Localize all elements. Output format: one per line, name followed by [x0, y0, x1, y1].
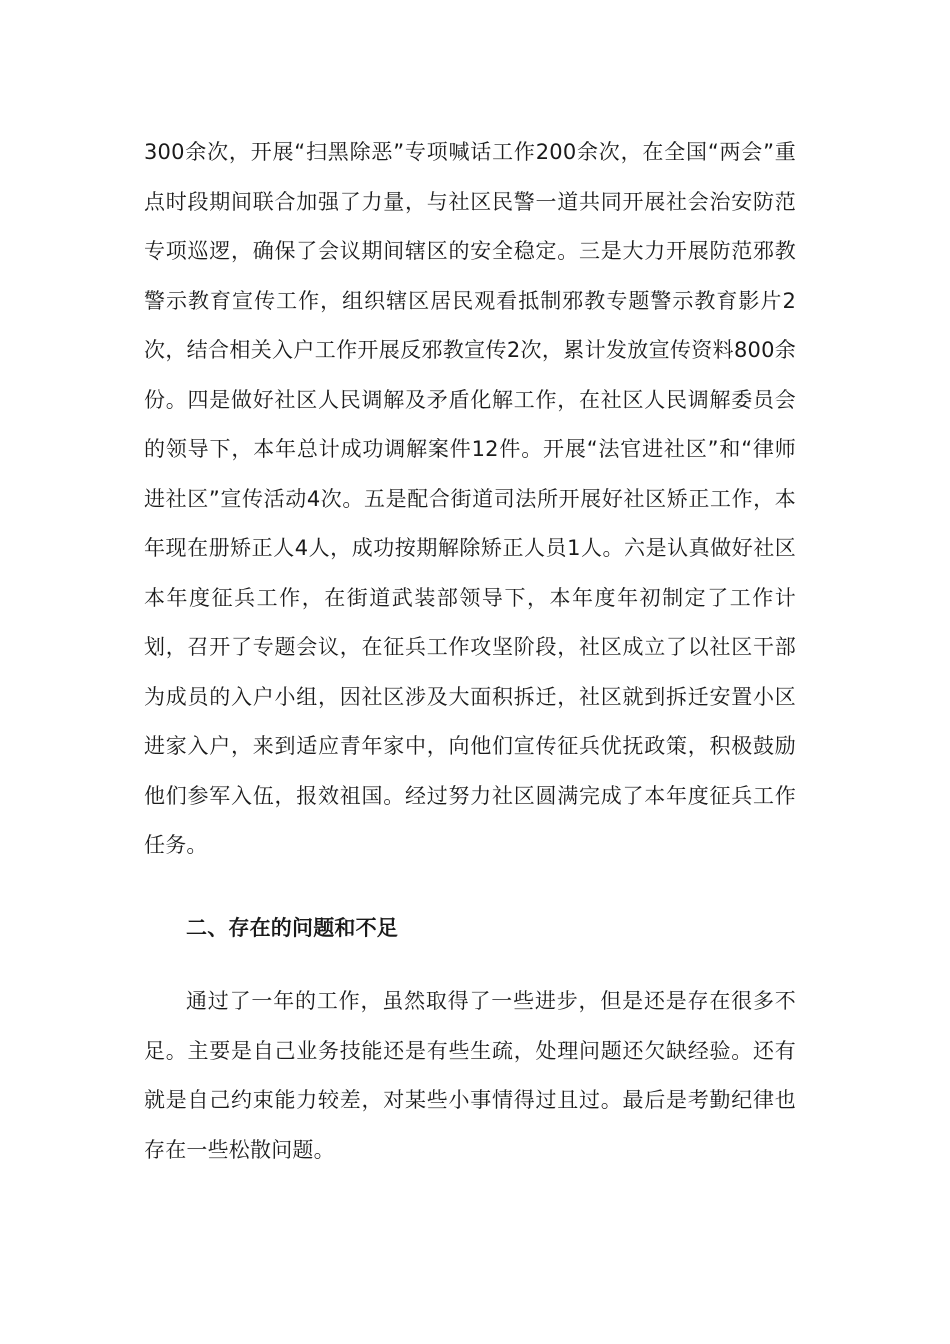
body-paragraph: 通过了一年的工作，虽然取得了一些进步，但是还是存在很多不足。主要是自己业务技能还是有些生疏，处理问题还欠缺经验。还有就是自己约束能力较差，对某些小事情得过且过。最后是考勤纪律也存在一些松散问题。: [144, 989, 796, 1162]
document-body: [144, 128, 796, 1175]
body-paragraph-continued: 300余次，开展“扫黑除恶”专项喊话工作200余次，在全国“两会”重点时段期间联合加强了力量，与社区民警一道共同开展社会治安防范专项巡逻，确保了会议期间辖区的安全稳定。三是大力开展防范邪教警示教育宣传工作，组织辖区居民观看抵制邪教专题警示教育影片2次，结合相关入户工作开展反邪教宣传2次，累计发放宣传资料800余份。四是做好社区人民调解及矛盾化解工作，在社区人民调解委员会的领导下，本年总计成功调解案件12件。开展“法官进社区”和“律师进社区”宣传活动4次。五是配合街道司法所开展好社区矫正工作，本年现在册矫正人4人，成功按期解除矫正人员1人。六是认真做好社区本年度征兵工作，在街道武装部领导下，本年度年初制定了工作计划，召开了专题会议，在征兵工作攻坚阶段，社区成立了以社区干部为成员的入户小组，因社区涉及大面积拆迁，社区就到拆迁安置小区进家入户，来到适应青年家中，向他们宣传征兵优抚政策，积极鼓励他们参军入伍，报效祖国。经过努力社区圆满完成了本年度征兵工作任务。: [144, 140, 796, 857]
section-heading: 二、存在的问题和不足: [186, 915, 398, 940]
